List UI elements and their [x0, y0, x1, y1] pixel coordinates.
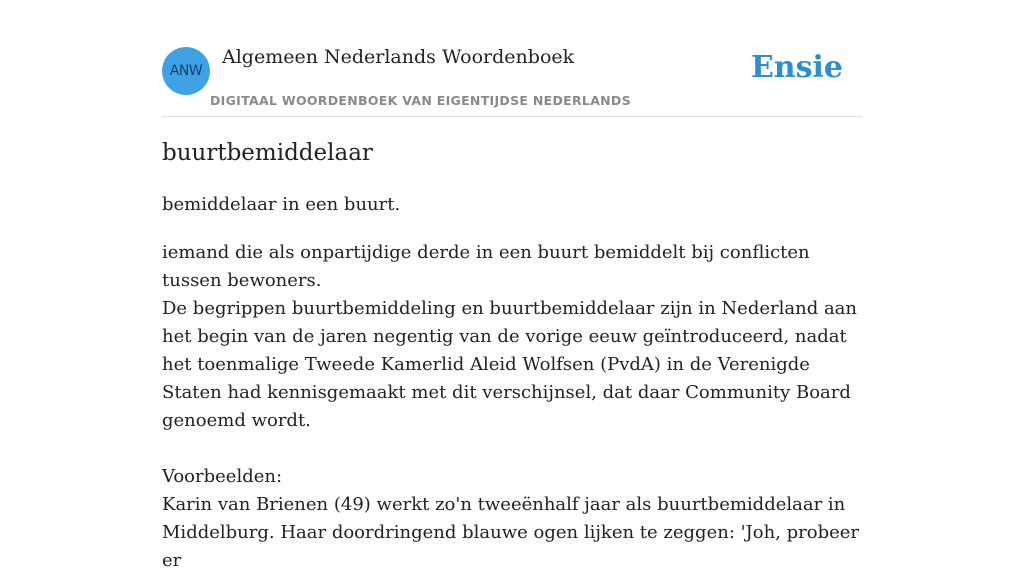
- site-header: [162, 0, 862, 117]
- example-text: Karin van Brienen (49) werkt zo'n tweeënhalf jaar als buurtbemiddelaar in Middelburg. Haar doordringend blauwe ogen lijken te zeggen: 'Joh, probeer er: [162, 494, 860, 571]
- entry-headword: buurtbemiddelaar: [162, 140, 373, 166]
- logo-text: ANW: [169, 63, 203, 79]
- anw-logo[interactable]: [162, 47, 210, 95]
- site-title[interactable]: Algemeen Nederlands Woordenboek: [222, 46, 575, 68]
- entry-short-definition: bemiddelaar in een buurt.: [162, 194, 401, 215]
- entry-body: [162, 239, 862, 575]
- entry-explanation: De begrippen buurtbemiddeling en buurtbemiddelaar zijn in Nederland aan het begin van de jaren negentig van de vorige eeuw geïntroduceerd, nadat het toenmalige Tweede Kamerlid Aleid Wolfsen (PvdA) in de Verenigde Staten had kennisgemaakt met dit verschijnsel, dat daar Community Board genoemd wordt.: [162, 298, 857, 431]
- paragraph-spacer: [162, 435, 862, 463]
- examples-heading: Voorbeelden:: [162, 466, 283, 487]
- page-container: [162, 0, 862, 571]
- entry-definition: iemand die als onpartijdige derde in een buurt bemiddelt bij conflicten tussen bewoners.: [162, 242, 810, 291]
- site-subtitle: DIGITAAL WOORDENBOEK VAN EIGENTIJDSE NEDERLANDS: [210, 93, 631, 108]
- ensie-brand-link[interactable]: Ensie: [750, 50, 843, 85]
